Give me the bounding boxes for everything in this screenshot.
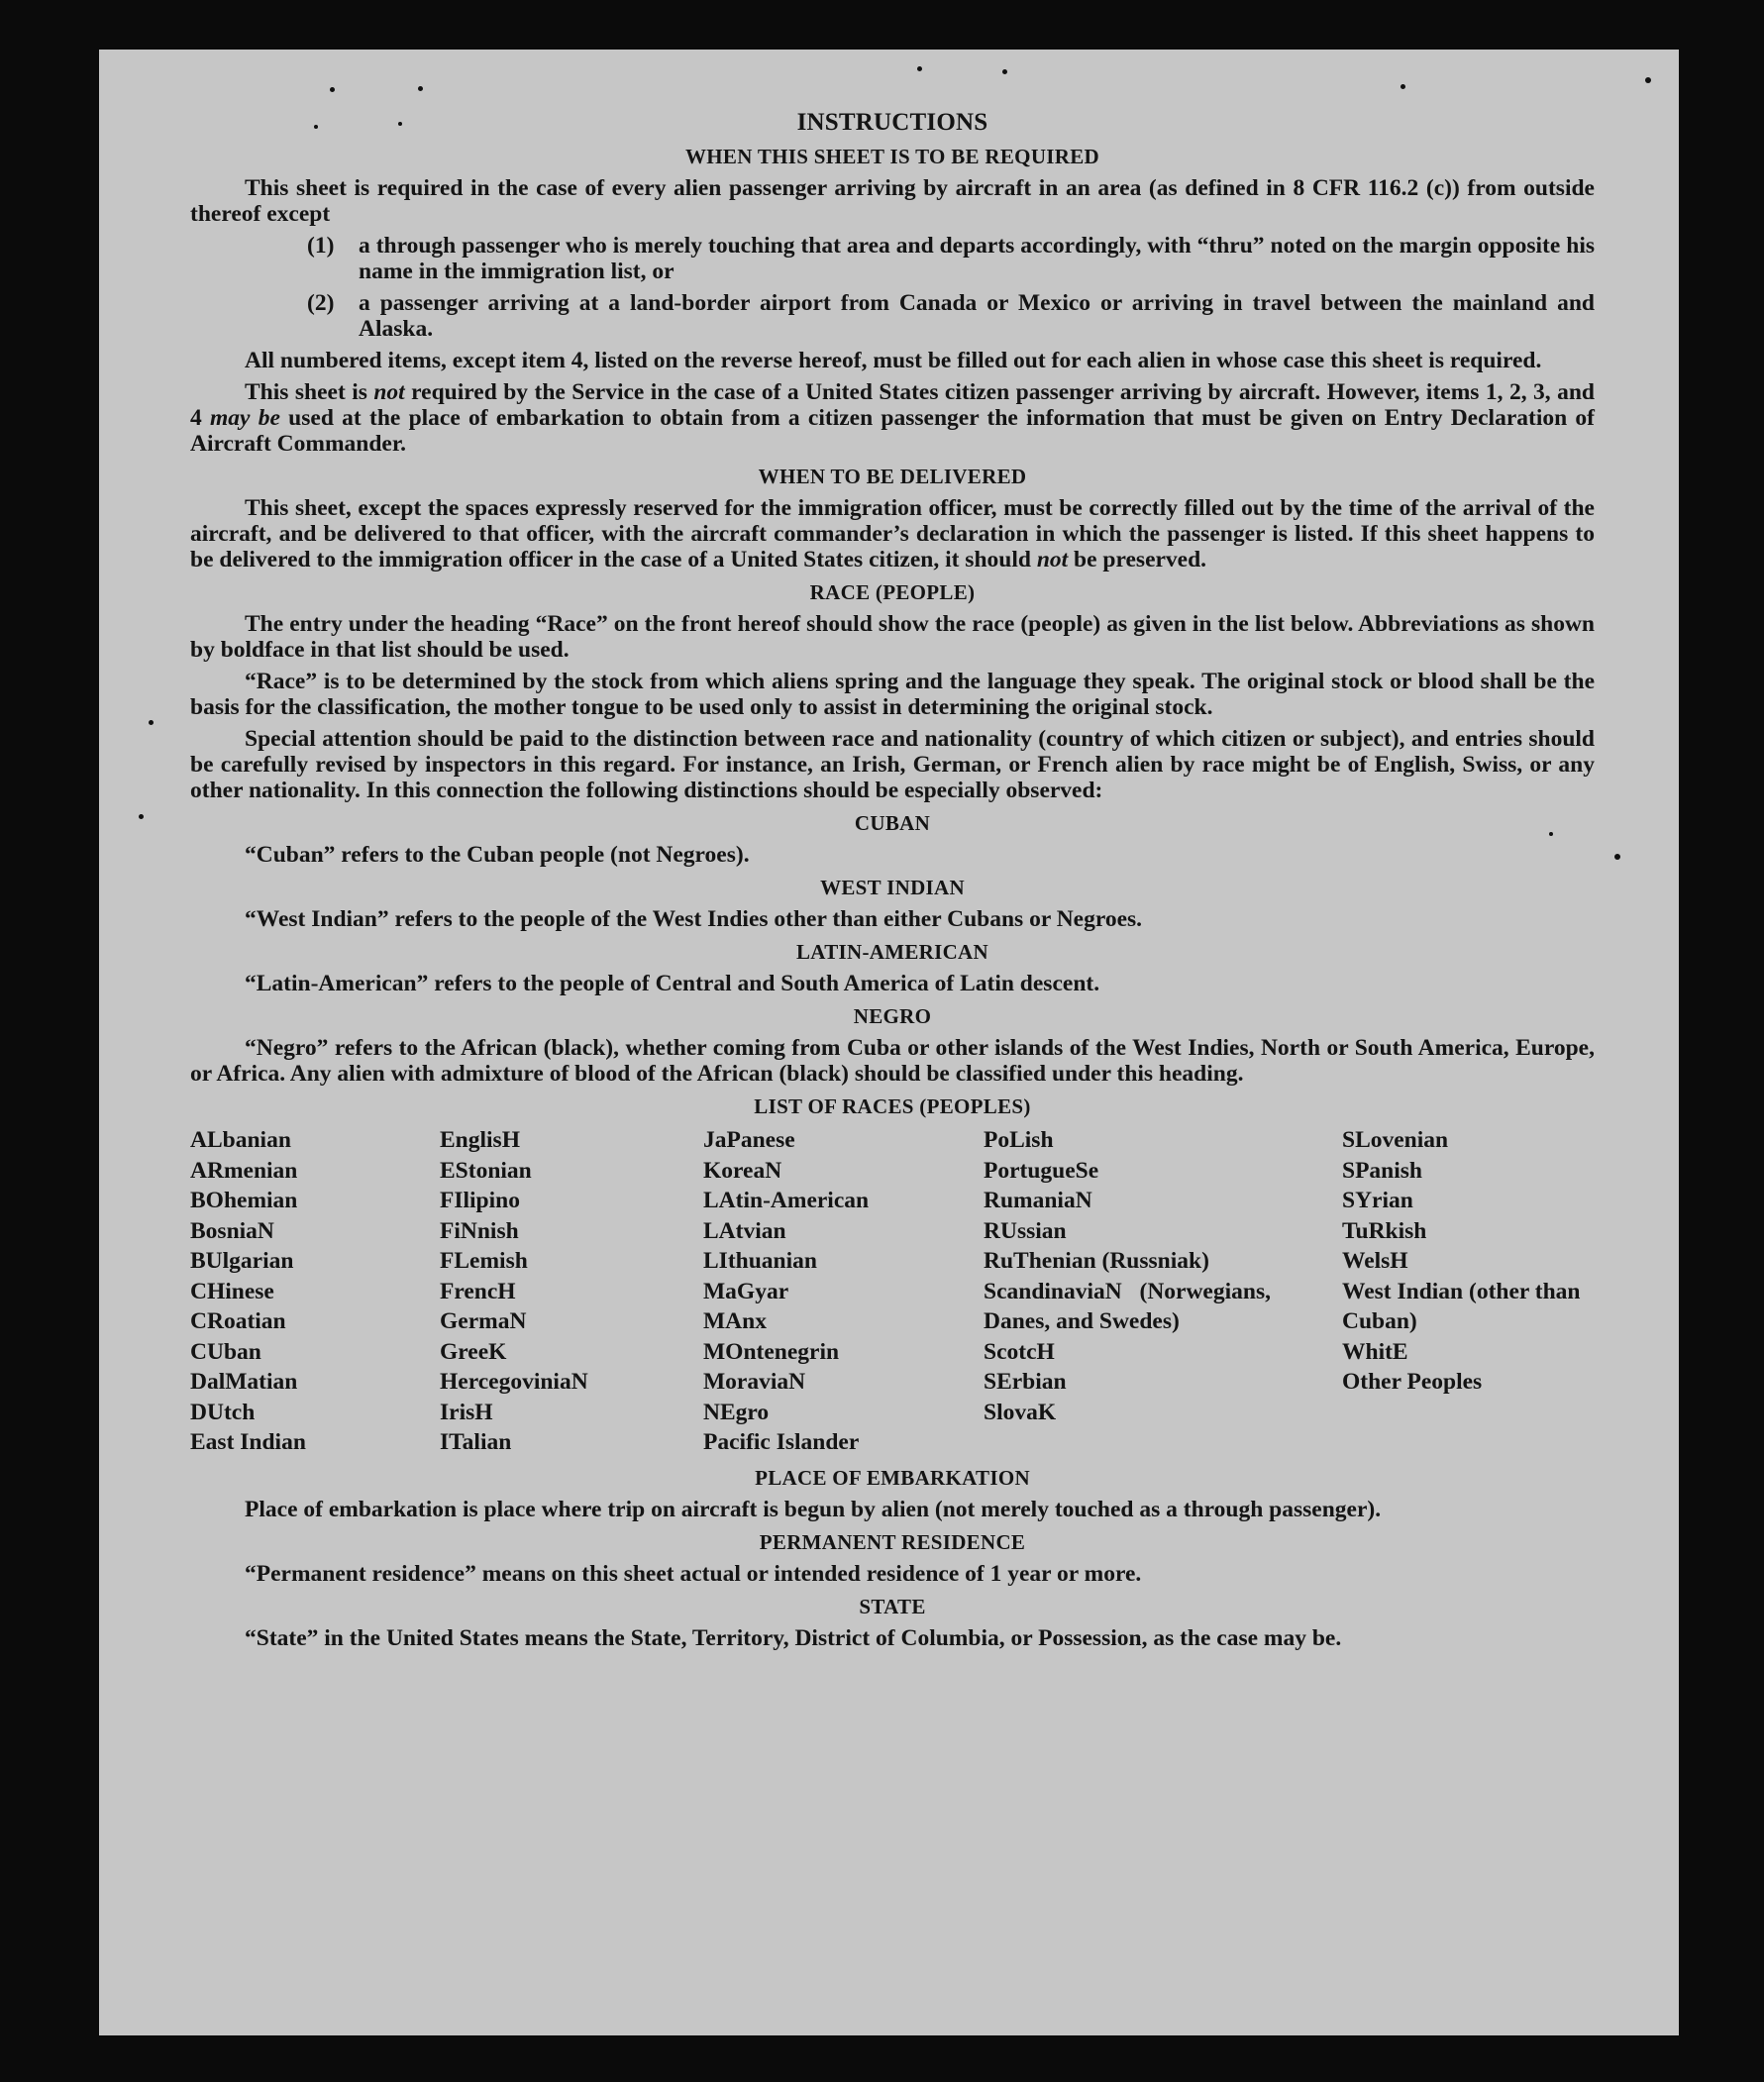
race-item: MoraviaN [703, 1369, 806, 1395]
race-item: HercegoviniaN [440, 1369, 588, 1395]
race-item: DalMatian [190, 1369, 298, 1395]
race-item: ITalian [440, 1429, 512, 1455]
race-item: SPanish [1342, 1157, 1422, 1184]
race-item: RumaniaN [984, 1188, 1092, 1213]
speck-mark [314, 125, 318, 129]
race-column-2 [440, 1125, 703, 1458]
race-item: IrisH [440, 1399, 493, 1425]
exception-2-text: a passenger arriving at a land-border airport from Canada or Mexico or arriving in travel between the mainland and Alaska. [359, 290, 1595, 342]
race-item: SYrian [1342, 1188, 1413, 1213]
race-item: ScotcH [984, 1338, 1055, 1365]
paragraph-requirement: This sheet is required in the case of every alien passenger arriving by aircraft in an area (as defined in 8 CFR 116.2 (c)) from outside thereof except [190, 175, 1595, 227]
paragraph-embarkation: Place of embarkation is place where trip on aircraft is begun by alien (not merely touched as a through passenger). [245, 1496, 1382, 1522]
exception-2 [190, 290, 1595, 342]
citizen-text-not: not [373, 379, 405, 405]
paragraph-citizen [190, 379, 1595, 457]
heading-when-delivered: WHEN TO BE DELIVERED [758, 465, 1027, 488]
race-item: SErbian [984, 1369, 1067, 1395]
race-item: ARmenian [190, 1157, 298, 1184]
heading-list-of-races: LIST OF RACES (PEOPLES) [754, 1094, 1031, 1118]
paragraph-state: “State” in the United States means the State, Territory, District of Columbia, or Possession, as the case may be. [245, 1624, 1342, 1651]
paragraph-race-stock: “Race” is to be determined by the stock from which aliens spring and the language they speak. The original stock or blood shall be the basis for the classification, the mother tongue to be used only to assist in determining the original stock. [190, 669, 1595, 720]
race-item: Pacific Islander [703, 1429, 860, 1455]
race-item: BOhemian [190, 1188, 298, 1213]
paragraph-latin-american: “Latin-American” refers to the people of Central and South America of Latin descent. [245, 971, 1100, 996]
race-item: SLovenian [1342, 1127, 1449, 1153]
speck-mark [330, 87, 335, 92]
heading-cuban: CUBAN [854, 811, 931, 835]
speck-mark [1614, 854, 1620, 860]
race-item: FIlipino [440, 1188, 520, 1213]
heading-negro: NEGRO [853, 1004, 932, 1028]
speck-mark [398, 122, 402, 126]
heading-permanent-residence: PERMANENT RESIDENCE [759, 1529, 1026, 1554]
paragraph-negro: “Negro” refers to the African (black), whether coming from Cuba or other islands of the West Indies, North or South America, Europe, or Africa. Any alien with admixture of blood of the African (black) should be classified under this heading. [190, 1035, 1595, 1087]
race-column-5 [1342, 1125, 1595, 1458]
race-item: KoreaN [703, 1157, 782, 1184]
race-item: MOntenegrin [703, 1338, 840, 1365]
race-item: JaPanese [703, 1127, 795, 1153]
paragraph-race-nationality: Special attention should be paid to the distinction between race and nationality (country of which citizen or subject), and entries should be carefully revised by inspectors in this regard. For instance, an Irish, German, or French alien by race might be of English, Swiss, or any other nationality. In this connection the following distinctions should be especially observed: [190, 726, 1595, 803]
delivery-text-a: This sheet, except the spaces expressly reserved for the immigration officer, must be correctly filled out by the time of the arrival of the aircraft, and be delivered to that officer, with the aircraft commander’s declaration in which the passenger is listed. If this sheet happens to be delivered to the immigration officer in the case of a United States citizen, it should [190, 495, 1595, 573]
race-item: LAtin-American [703, 1188, 870, 1213]
speck-mark [418, 86, 423, 91]
heading-state: STATE [859, 1594, 926, 1618]
race-item: CUban [190, 1338, 261, 1365]
speck-mark [917, 66, 922, 71]
race-item: NEgro [703, 1399, 770, 1425]
paragraph-race-entry: The entry under the heading “Race” on the front hereof should show the race (people) as given in the list below. Abbreviations as shown by boldface in that list should be used. [190, 611, 1595, 663]
race-column-3 [703, 1125, 984, 1458]
document-page [99, 50, 1679, 2035]
citizen-text-a: This sheet is [245, 379, 374, 405]
speck-mark [1002, 69, 1007, 74]
race-item: DUtch [190, 1399, 256, 1425]
race-item: LAtvian [703, 1217, 786, 1244]
delivery-text-not: not [1036, 547, 1069, 573]
race-item: East Indian [190, 1429, 306, 1455]
race-item: WelsH [1342, 1248, 1408, 1274]
race-item: TuRkish [1342, 1217, 1427, 1244]
exception-1-number: (1) [307, 233, 335, 259]
race-item: RuThenian (Russniak) [984, 1248, 1209, 1274]
race-item: FLemish [440, 1248, 528, 1274]
exception-2-number: (2) [307, 290, 335, 316]
race-item: CHinese [190, 1278, 274, 1304]
citizen-text-e: used at the place of embarkation to obtain from a citizen passenger the information that must be given on Entry Declaration of Aircraft Commander. [190, 405, 1596, 457]
exception-1-text: a through passenger who is merely touching that area and departs accordingly, with “thru” noted on the margin opposite his name in the immigration list, or [359, 233, 1595, 284]
delivery-text-c: be preserved. [1068, 547, 1207, 573]
race-item: MaGyar [703, 1278, 789, 1304]
heading-latin-american: LATIN-AMERICAN [796, 940, 988, 964]
race-item: SlovaK [984, 1399, 1057, 1425]
race-item: ALbanian [190, 1127, 291, 1153]
exception-1 [190, 233, 1595, 284]
paragraph-delivery [190, 495, 1595, 573]
paragraph-cuban: “Cuban” refers to the Cuban people (not Negroes). [245, 842, 750, 868]
citizen-text-c: required by the Service in the case of a United States citizen passenger arriving by aircraft. However, items 1, 2, 3, and 4 [190, 379, 1595, 431]
race-item: West Indian (other than Cuban) [1342, 1278, 1581, 1334]
heading-when-required: WHEN THIS SHEET IS TO BE REQUIRED [684, 145, 1099, 168]
heading-west-indian: WEST INDIAN [820, 876, 965, 899]
race-item: PortugueSe [984, 1157, 1099, 1184]
race-item: ScandinaviaN (Norwegians, Danes, and Swedes) [984, 1278, 1271, 1334]
race-item: GermaN [440, 1308, 527, 1334]
race-item: MAnx [703, 1308, 767, 1334]
race-list [190, 1125, 1595, 1458]
speck-mark [149, 720, 154, 725]
instructions-content [190, 109, 1595, 1657]
speck-mark [1549, 832, 1553, 836]
race-item: PoLish [984, 1127, 1054, 1153]
race-item: GreeK [440, 1338, 507, 1365]
speck-mark [1401, 84, 1405, 89]
citizen-text-may-be: may be [210, 405, 280, 431]
heading-race: RACE (PEOPLE) [809, 580, 976, 604]
race-item: EStonian [440, 1157, 532, 1184]
race-item: BUlgarian [190, 1248, 294, 1274]
paragraph-residence: “Permanent residence” means on this sheet actual or intended residence of 1 year or more. [245, 1560, 1142, 1587]
race-column-1 [190, 1125, 440, 1458]
race-column-4 [984, 1125, 1342, 1458]
race-item: RUssian [984, 1217, 1067, 1244]
race-item: FiNnish [440, 1217, 519, 1244]
race-item: CRoatian [190, 1308, 286, 1334]
race-item: LIthuanian [703, 1248, 817, 1274]
speck-mark [1645, 77, 1651, 83]
paragraph-numbered-items: All numbered items, except item 4, listed on the reverse hereof, must be filled out for each alien in whose case this sheet is required. [245, 348, 1542, 373]
speck-mark [139, 814, 144, 819]
race-item: FrencH [440, 1278, 516, 1304]
race-item: BosniaN [190, 1217, 274, 1244]
heading-place-of-embarkation: PLACE OF EMBARKATION [755, 1465, 1030, 1490]
race-item: WhitE [1342, 1338, 1408, 1365]
page-title: INSTRUCTIONS [796, 109, 988, 136]
race-item: Other Peoples [1342, 1369, 1483, 1395]
race-item: EnglisH [440, 1127, 520, 1153]
paragraph-west-indian: “West Indian” refers to the people of the West Indies other than either Cubans or Negroes. [245, 906, 1143, 932]
